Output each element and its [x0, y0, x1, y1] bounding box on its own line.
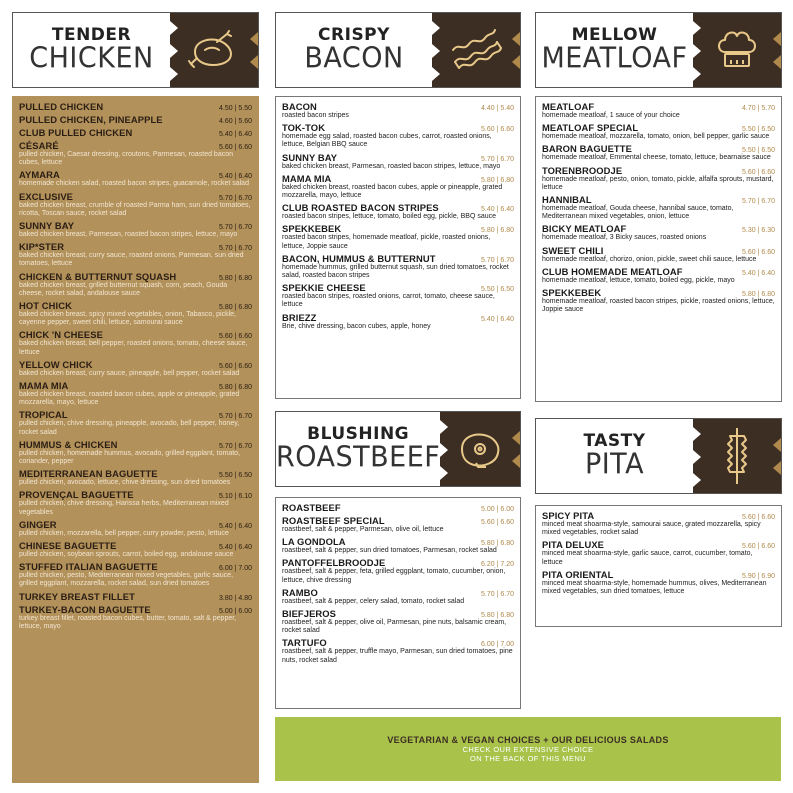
menu-item-name: HOT CHICK — [19, 300, 72, 312]
menu-item — [19, 271, 252, 298]
menu-item-description: baked chicken breast, bell pepper, roasted onions, tomato, cheese sauce, lettuce — [19, 340, 248, 356]
menu-item-row — [542, 287, 775, 298]
menu-item-row — [542, 245, 775, 256]
menu-item — [282, 122, 514, 149]
menu-item-row — [542, 101, 775, 112]
menu-item-price: 5.90 | 6.90 — [742, 572, 775, 580]
menu-item-row — [19, 300, 252, 311]
roastbeef-menu-list — [275, 497, 521, 709]
menu-item-description: baked chicken breast, curry sauce, roasted onions, Parmesan, sun dried tomatoes, lettuce — [19, 252, 244, 268]
menu-item-price: 5.40 | 6.40 — [219, 544, 252, 552]
menu-item-price: 5.70 | 6.70 — [219, 413, 252, 421]
menu-item-row — [542, 143, 775, 154]
menu-item — [542, 122, 775, 141]
menu-item-row — [19, 241, 252, 252]
header-bacon — [275, 12, 521, 88]
chicken-menu-list — [12, 96, 259, 783]
menu-item-price: 5.70 | 6.70 — [219, 442, 252, 450]
menu-item-name: TARTUFO — [282, 637, 327, 649]
menu-item-price: 6.00 | 7.00 — [219, 565, 252, 573]
menu-item — [19, 468, 252, 487]
menu-item-price: 5.60 | 6.60 — [742, 514, 775, 521]
menu-item-price: 5.60 | 6.60 — [742, 248, 775, 256]
menu-item-name: TROPICAL — [19, 409, 68, 421]
menu-item-price: 3.80 | 4.80 — [219, 594, 252, 602]
menu-item-row — [542, 165, 775, 176]
menu-item-name: PITA DELUXE — [542, 539, 605, 551]
menu-item-name: SPEKKEBEK — [282, 223, 342, 235]
icon-box — [170, 13, 258, 87]
menu-item — [282, 587, 514, 606]
bacon-icon — [449, 28, 503, 72]
menu-item-description: homemade meatloaf, lettuce, tomato, boiled egg, pickle, mayo — [542, 276, 735, 284]
menu-item — [19, 140, 252, 167]
menu-item-price: 5.70 | 6.70 — [219, 194, 252, 202]
menu-item-name: PULLED CHICKEN — [19, 101, 104, 112]
menu-item-name: BRIEZZ — [282, 311, 317, 323]
menu-item — [542, 539, 775, 566]
title-thin: CHICKEN — [29, 41, 154, 75]
menu-item-name: MEDITERRANEAN BAGUETTE — [19, 468, 158, 480]
menu-item-name: SUNNY BAY — [19, 220, 75, 232]
menu-item — [19, 127, 252, 138]
menu-item — [282, 253, 514, 280]
menu-item — [19, 380, 252, 407]
menu-item — [19, 300, 252, 327]
menu-item-row — [282, 587, 514, 598]
menu-item-row — [19, 561, 252, 572]
menu-item — [542, 569, 775, 596]
title-bold: TENDER — [51, 24, 132, 45]
menu-item-row — [19, 439, 252, 450]
menu-item-name: BARON BAGUETTE — [542, 143, 632, 155]
menu-item-price: 5.30 | 6.30 — [742, 227, 775, 235]
icon-box — [432, 13, 520, 87]
menu-item-price: 5.60 | 6.60 — [742, 543, 775, 551]
menu-item-row — [542, 122, 775, 133]
header-pita — [535, 418, 782, 494]
menu-item-price: 5.40 | 6.40 — [481, 315, 514, 323]
menu-item-price: 5.50 | 6.50 — [481, 286, 514, 294]
menu-item-description: roastbeef, salt & pepper, celery salad, tomato, rocket salad — [282, 597, 465, 605]
chicken-icon — [187, 30, 241, 70]
menu-item-description: minced meat shoarma-style, samourai sauce, grated mozzarella, spicy mixed vegetables, rocket salad — [542, 521, 761, 537]
menu-item-price: 5.80 | 6.80 — [481, 540, 514, 548]
menu-item-row — [19, 140, 252, 151]
menu-item — [282, 173, 514, 200]
menu-item-name: PITA ORIENTAL — [542, 568, 614, 580]
menu-item-price: 5.00 | 6.00 — [481, 506, 514, 513]
menu-item-name: CHICKEN & BUTTERNUT SQUASH — [19, 270, 177, 282]
menu-item-description: baked chicken breast, roasted bacon cubes, apple or pineapple, grated mozzarella, mayo, lettuce — [19, 391, 240, 407]
menu-item-price: 5.50 | 6.50 — [742, 126, 775, 134]
title-thin: ROASTBEEF — [276, 440, 441, 474]
menu-item-description: Brie, chive dressing, bacon cubes, apple, honey — [282, 322, 431, 330]
menu-item-name: CLUB PULLED CHICKEN — [19, 127, 133, 138]
menu-item — [542, 165, 775, 192]
header-title — [13, 13, 170, 87]
menu-item-name: KIP*STER — [19, 241, 65, 253]
menu-item — [282, 637, 514, 664]
menu-item-description: baked chicken breast, spicy mixed vegetables, onion, Tabasco, pickle, cayenne pepper, sweet chili, lettuce, samourai sauce — [19, 311, 236, 327]
menu-item-name: TORENBROODJE — [542, 164, 623, 176]
menu-item-row — [282, 282, 514, 293]
menu-item-row — [19, 271, 252, 282]
menu-item-row — [19, 127, 252, 138]
header-title — [536, 13, 693, 87]
menu-item-description: roasted bacon stripes, lettuce, tomato, boiled egg, pickle, BBQ sauce — [282, 213, 497, 221]
menu-item-name: LA GONDOLA — [282, 536, 346, 548]
menu-item-row — [282, 536, 514, 547]
menu-item — [282, 101, 514, 120]
menu-item — [19, 604, 252, 631]
chef-hat-icon — [713, 28, 761, 72]
menu-item-row — [282, 608, 514, 619]
menu-item — [19, 329, 252, 356]
menu-item-row — [282, 312, 514, 323]
menu-item-description: turkey breast fillet, roasted bacon cubes, butter, tomato, salt & pepper, lettuce, mayo — [19, 614, 237, 630]
menu-item-row — [19, 489, 252, 500]
menu-item-row — [282, 152, 514, 163]
menu-item-description: baked chicken breast, Parmesan, roasted bacon stripes, lettuce, mayo — [282, 162, 501, 170]
menu-item — [542, 143, 775, 162]
icon-box — [440, 412, 520, 486]
menu-item-price: 5.80 | 6.80 — [481, 176, 514, 184]
menu-item-description: homemade meatloaf, Gouda cheese, hannibal sauce, tomato, Mediterranean mixed vegetables, onion, lettuce — [542, 205, 734, 221]
menu-item-name: PANTOFFELBROODJE — [282, 557, 386, 569]
menu-item-description: homemade chicken salad, roasted bacon stripes, guacamole, rocket salad — [19, 180, 249, 188]
menu-item — [282, 312, 514, 331]
menu-item-name: CHINESE BAGUETTE — [19, 540, 117, 552]
menu-item-price: 6.20 | 7.20 — [481, 561, 514, 569]
menu-item-row — [19, 604, 252, 615]
menu-item — [542, 245, 775, 264]
pita-menu-list — [535, 505, 782, 627]
menu-item-name: ROASTBEEF — [282, 502, 341, 513]
menu-item-price: 5.70 | 6.70 — [481, 155, 514, 163]
menu-item-price: 5.80 | 6.80 — [219, 304, 252, 312]
menu-item-description: baked chicken breast, Parmesan, roasted bacon stripes, lettuce, mayo — [19, 231, 238, 239]
menu-item — [542, 266, 775, 285]
menu-item — [282, 202, 514, 221]
menu-item-description: roastbeef, salt & pepper, sun dried tomatoes, Parmesan, rocket salad — [282, 547, 497, 555]
menu-item-row — [542, 539, 775, 550]
bacon-menu-list — [275, 96, 521, 399]
menu-item-row — [19, 169, 252, 180]
menu-item-name: CLUB HOMEMADE MEATLOAF — [542, 265, 683, 277]
title-bold: CRISPY — [318, 24, 390, 45]
menu-item-price: 5.40 | 6.40 — [742, 269, 775, 277]
header-title — [276, 412, 440, 486]
menu-item — [19, 540, 252, 559]
menu-item-row — [282, 557, 514, 568]
menu-item-row — [282, 122, 514, 133]
menu-item-price: 5.70 | 6.70 — [742, 198, 775, 206]
menu-item-name: SPEKKIE CHEESE — [282, 282, 366, 294]
menu-item-price: 5.50 | 6.50 — [742, 147, 775, 155]
menu-item-description: roastbeef, salt & pepper, feta, grilled eggplant, tomato, cucumber, onion, lettuce, chive dressing — [282, 568, 506, 584]
menu-item-description: pulled chicken, avocado, lettuce, chive dressing, sun dried tomatoes — [19, 479, 231, 487]
menu-item-row — [542, 266, 775, 277]
banner-subline-2: ON THE BACK OF THIS MENU — [469, 754, 586, 763]
header-meatloaf — [535, 12, 782, 88]
menu-item — [282, 502, 514, 513]
menu-item-description: baked chicken breast, grilled butternut squash, corn, peach, Gouda cheese, rocket salad, andalouse sauce — [19, 281, 228, 297]
menu-item-row — [19, 114, 252, 125]
title-thin: PITA — [584, 447, 645, 481]
menu-item-row — [542, 569, 775, 580]
menu-item — [19, 489, 252, 516]
menu-item-description: roasted bacon stripes, homemade meatloaf, pickle, roasted onions, lettuce, Joppie sauce — [282, 234, 491, 250]
menu-item — [282, 608, 514, 635]
menu-item-price: 5.80 | 6.80 — [481, 227, 514, 235]
title-bold: MELLOW — [571, 24, 658, 45]
menu-item-price: 6.00 | 7.00 — [481, 641, 514, 649]
menu-item — [19, 169, 252, 188]
menu-item-name: CÉSARÉ — [19, 140, 59, 151]
menu-item-price: 5.00 | 6.00 — [219, 607, 252, 615]
vegetarian-choices-banner — [275, 717, 781, 781]
menu-item-description: homemade hummus, grilled butternut squash, sun dried tomatoes, rocket salad, roasted bacon stripes — [282, 263, 509, 280]
menu-item-row — [282, 101, 514, 112]
menu-item-price: 4.40 | 5.40 — [481, 105, 514, 112]
menu-item-price: 5.40 | 6.40 — [219, 173, 252, 181]
menu-item-price: 5.80 | 6.80 — [481, 612, 514, 620]
title-bold: BLUSHING — [307, 423, 410, 444]
menu-item — [282, 536, 514, 555]
menu-item-name: GINGER — [19, 518, 57, 530]
menu-item-name: MAMA MIA — [282, 172, 332, 184]
menu-item-description: pulled chicken, Caesar dressing, croutons, Parmesan, roasted bacon cubes, lettuce — [19, 151, 234, 167]
menu-item-description: baked chicken breast, crumble of roasted Parma ham, sun dried tomatoes, ricotta, Toscan sauce, rocket salad — [19, 201, 251, 217]
menu-item-row — [282, 637, 514, 648]
menu-item-row — [542, 223, 775, 234]
menu-item — [19, 101, 252, 112]
menu-item-row — [282, 502, 514, 513]
menu-item-name: CLUB ROASTED BACON STRIPES — [282, 202, 439, 214]
menu-item — [19, 191, 252, 218]
menu-item — [542, 101, 775, 120]
menu-item-description: homemade meatloaf, 1 sauce of your choice — [542, 112, 680, 119]
menu-item-name: TURKEY BREAST FILLET — [19, 590, 135, 602]
menu-item-row — [19, 101, 252, 112]
menu-item-name: EXCLUSIVE — [19, 190, 74, 202]
menu-item-name: MEATLOAF — [542, 101, 595, 112]
header-chicken — [12, 12, 259, 88]
menu-item — [542, 223, 775, 242]
menu-item-description: pulled chicken, soybean sprouts, carrot, boiled egg, andalouse sauce — [19, 551, 234, 559]
menu-item-row — [19, 220, 252, 231]
menu-item — [542, 287, 775, 314]
menu-item-price: 5.60 | 6.60 — [481, 126, 514, 134]
menu-item-description: homemade meatloaf, pesto, onion, tomato, pickle, alfalfa sprouts, mustard, lettuce — [542, 175, 774, 191]
menu-item-name: SWEET CHILI — [542, 244, 604, 256]
menu-item-description: pulled chicken, chive dressing, pineapple, avocado, bell pepper, honey, rocket salad — [19, 420, 240, 436]
menu-item — [282, 557, 514, 584]
menu-item-row — [19, 359, 252, 370]
menu-item-name: YELLOW CHICK — [19, 358, 93, 370]
menu-item — [542, 194, 775, 221]
menu-item-name: BICKY MEATLOAF — [542, 223, 627, 235]
menu-item — [282, 515, 514, 534]
menu-item-name: MEATLOAF SPECIAL — [542, 122, 639, 134]
menu-item-description: homemade meatloaf, chorizo, onion, pickle, sweet chili sauce, lettuce — [542, 255, 757, 263]
menu-item-description: roasted bacon stripes — [282, 112, 349, 119]
menu-item-row — [542, 510, 775, 521]
menu-item-name: SPEKKEBEK — [542, 287, 602, 299]
menu-item-price: 5.10 | 6.10 — [219, 493, 252, 501]
menu-item-price: 5.40 | 6.40 — [481, 206, 514, 214]
menu-item-row — [19, 409, 252, 420]
menu-item-name: PULLED CHICKEN, PINEAPPLE — [19, 114, 163, 125]
menu-item-row — [542, 194, 775, 205]
menu-item-price: 5.70 | 6.70 — [481, 590, 514, 598]
menu-item-description: homemade meatloaf, mozzarella, tomato, onion, bell pepper, garlic sauce — [542, 133, 770, 141]
menu-item-row — [282, 253, 514, 264]
menu-item-row — [19, 591, 252, 602]
menu-item-description: minced meat shoarma-style, homemade hummus, olives, Mediterranean mixed vegetables, sun dried tomatoes, lettuce — [542, 579, 767, 596]
kebab-skewer-icon — [722, 426, 752, 486]
menu-item-name: BIEFJEROS — [282, 608, 337, 620]
title-bold: TASTY — [583, 430, 646, 451]
menu-item-row — [19, 519, 252, 530]
menu-item — [19, 519, 252, 538]
menu-item-row — [19, 540, 252, 551]
menu-item-price: 4.70 | 5.70 — [742, 105, 775, 112]
menu-item-name: BACON, HUMMUS & BUTTERNUT — [282, 252, 436, 264]
menu-item-row — [19, 468, 252, 479]
menu-item-name: HUMMUS & CHICKEN — [19, 438, 118, 450]
menu-item-description: roastbeef, salt & pepper, olive oil, Parmesan, pine nuts, balsamic cream, rocket salad — [282, 619, 507, 635]
menu-item-name: CHICK 'N CHEESE — [19, 329, 103, 341]
menu-item-description: homemade meatloaf, Emmental cheese, tomato, lettuce, bearnaise sauce — [542, 154, 771, 162]
menu-item — [19, 220, 252, 239]
menu-item — [19, 409, 252, 436]
menu-item — [19, 241, 252, 268]
menu-item-description: minced meat shoarma-style, garlic sauce, carrot, cucumber, tomato, lettuce — [542, 550, 753, 566]
menu-item-row — [282, 223, 514, 234]
menu-item-description: pulled chicken, homemade hummus, avocado, grilled eggplant, tomato, coriander, pepper — [19, 449, 241, 466]
menu-item-name: TURKEY-BACON BAGUETTE — [19, 603, 151, 615]
menu-item-row — [19, 380, 252, 391]
menu-item-price: 5.70 | 6.70 — [219, 224, 252, 232]
menu-item-price: 5.80 | 6.80 — [219, 384, 252, 392]
menu-item — [282, 282, 514, 309]
menu-item-name: BACON — [282, 101, 317, 112]
menu-item-description: roastbeef, salt & pepper, Parmesan, olive oil, lettuce — [282, 526, 444, 533]
menu-item-price: 5.70 | 6.70 — [481, 256, 514, 264]
menu-item-description: baked chicken breast, curry sauce, pineapple, bell pepper, rocket salad — [19, 369, 240, 377]
menu-item — [19, 561, 252, 588]
menu-item — [19, 114, 252, 125]
menu-item-price: 5.60 | 6.60 — [481, 519, 514, 526]
menu-item-name: STUFFED ITALIAN BAGUETTE — [19, 561, 158, 573]
menu-item-price: 5.80 | 6.80 — [742, 291, 775, 299]
menu-item-name: SPICY PITA — [542, 510, 595, 521]
title-thin: BACON — [304, 41, 404, 75]
menu-item-row — [19, 329, 252, 340]
menu-item-name: ROASTBEEF SPECIAL — [282, 515, 385, 526]
menu-item-name: RAMBO — [282, 586, 318, 598]
icon-box — [693, 13, 781, 87]
menu-item-name: HANNIBAL — [542, 194, 592, 206]
menu-item — [542, 510, 775, 537]
menu-item-description: homemade meatloaf, 3 Bicky sauces, roasted onions — [542, 234, 707, 242]
menu-item-description: pulled chicken, pesto, Mediterranean mixed vegetables, garlic sauce, grilled eggplant, mozzarella, rocket salad, sun dried tomatoes — [19, 572, 234, 588]
menu-item — [282, 223, 514, 250]
menu-item-description: pulled chicken, mozzarella, bell pepper, curry powder, pesto, lettuce — [19, 529, 229, 537]
meatloaf-menu-list — [535, 96, 782, 402]
menu-item-price: 5.60 | 6.60 — [219, 333, 252, 341]
menu-item-description: roastbeef, salt & pepper, truffle mayo, Parmesan, sun dried tomatoes, pine nuts, rocket salad — [282, 648, 513, 664]
menu-item-name: TOK-TOK — [282, 122, 326, 134]
title-thin: MEATLOAF — [541, 41, 688, 75]
menu-item-name: MAMA MIA — [19, 380, 69, 392]
menu-item — [19, 359, 252, 378]
menu-item-price: 5.40 | 6.40 — [219, 522, 252, 530]
menu-item-price: 5.60 | 6.60 — [219, 362, 252, 370]
header-roastbeef — [275, 411, 521, 487]
header-title — [536, 419, 693, 493]
menu-item-price: 5.80 | 6.80 — [219, 274, 252, 282]
menu-item-name: PROVENÇAL BAGUETTE — [19, 489, 134, 501]
menu-item-price: 5.50 | 6.50 — [219, 472, 252, 480]
menu-item-row — [282, 202, 514, 213]
menu-item — [282, 152, 514, 171]
menu-item-row — [19, 191, 252, 202]
menu-item-price: 5.60 | 6.60 — [219, 144, 252, 151]
menu-item-description: baked chicken breast, roasted bacon cubes, apple or pineapple, grated mozzarella, mayo, lettuce — [282, 183, 503, 200]
menu-item-description: roasted bacon stripes, roasted onions, carrot, tomato, cheese sauce, lettuce — [282, 293, 495, 309]
menu-item — [19, 591, 252, 602]
menu-item-price: 5.70 | 6.70 — [219, 245, 252, 253]
banner-subline-1: CHECK OUR EXTENSIVE CHOICE — [462, 745, 594, 754]
icon-box — [693, 419, 781, 493]
menu-item-description: pulled chicken, chive dressing, Harissa herbs, Mediterranean mixed vegetables — [19, 500, 229, 516]
menu-item-description: homemade egg salad, roasted bacon cubes, carrot, roasted onions, lettuce, Belgian BBQ sauce — [282, 133, 492, 149]
menu-item — [19, 439, 252, 466]
menu-item-price: 4.60 | 5.60 — [219, 118, 252, 125]
menu-item-name: SUNNY BAY — [282, 151, 338, 163]
menu-item-description: homemade meatloaf, roasted bacon stripes, pickle, roasted onions, lettuce, Joppie sauce — [542, 298, 775, 314]
header-title — [276, 13, 432, 87]
menu-item-price: 5.40 | 6.40 — [219, 131, 252, 138]
menu-item-price: 5.60 | 6.60 — [742, 168, 775, 176]
banner-headline: VEGETARIAN & VEGAN CHOICES + OUR DELICIOUS SALADS — [387, 735, 669, 745]
menu-item-row — [282, 173, 514, 184]
ham-icon — [456, 429, 504, 469]
menu-item-name: AYMARA — [19, 169, 60, 181]
menu-item-price: 4.50 | 5.50 — [219, 105, 252, 112]
menu-item-row — [282, 515, 514, 526]
